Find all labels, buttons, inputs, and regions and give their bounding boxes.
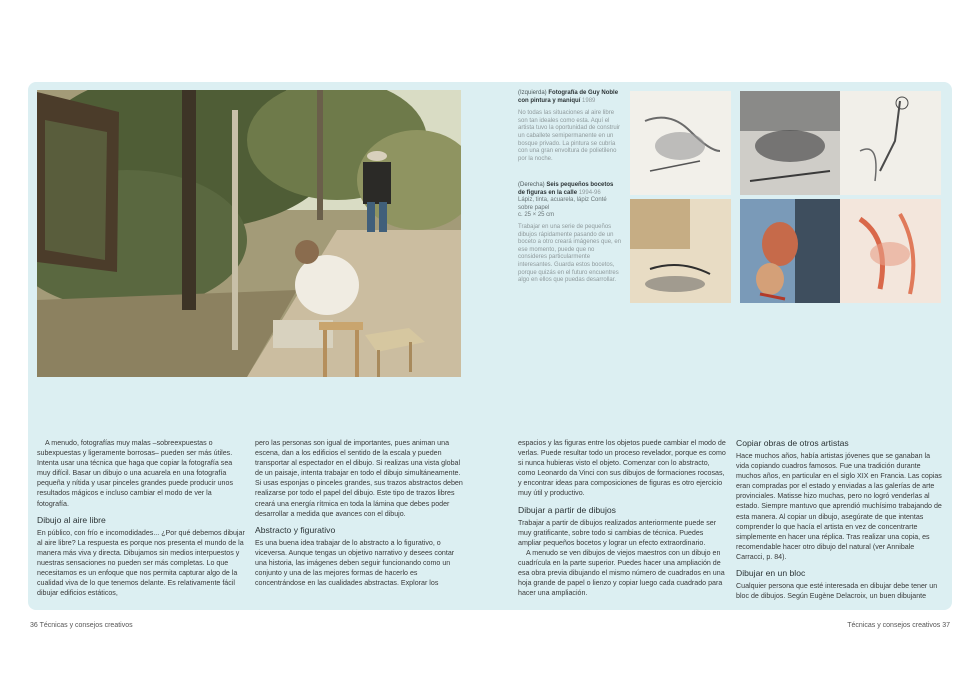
text-column-4	[736, 438, 944, 601]
paragraph: Hace muchos años, había artistas jóvenes que se ganaban la vida copiando cuadros famosos. Fue una tradición durante muchos años, en particular en el siglo XIX en Francia. Las copias eran compradas por el estado y enviadas a las galerías de arte provinciales. Matisse hizo muchas, pero no logró venderlas al estado. Siempre mantuvo que aprendió muchísimo trabajando de esta manera. Al copiar un dibujo, asegúrate de que intentas comprender lo que hacía el artista en vez de concentrarte simplemente en hacer una réplica. Tras realizar una copia, es recomendable hacer otro dibujo del natural (ver Annibale Carracci, p. 84).	[736, 452, 942, 561]
sketch-thumbnail-2	[740, 91, 841, 195]
paragraph: A menudo, fotografías muy malas –sobreexpuestas o subexpuestas y ligeramente borrosas– pueden ser más útiles. Intenta usar una técnica que haga que copiar la fotografía sea muy difícil. Basar un dibujo o una acuarela en una fotografía pequeña y nítida y usar pinceles grandes puede producir unos resultados mágicos e incluso cambiar el modo de ver la fotografía.	[37, 439, 233, 508]
footer-right	[847, 622, 950, 629]
paragraph: En público, con frío e incomodidades... ¿Por qué debemos dibujar al aire libre? La respuesta es porque nos presenta el mundo de la manera más viva y directa. Dibujamos sin medios interpuestos y nuestras sensaciones no pueden ser más completas. Lo que necesitamos es un enfoque que nos permita capturar algo de la cualidad viva de lo que tenemos delante. Es relativamente fácil dibujar edificios estáticos,	[37, 528, 245, 598]
caption-size: c. 25 × 25 cm	[518, 212, 555, 219]
caption-title: Seis pequeños bocetos de figuras en la calle	[518, 182, 614, 196]
section-heading-abstracto-figurativo: Abstracto y figurativo	[255, 524, 336, 535]
caption-medium: Lápiz, tinta, acuarela, lápiz Conté sobre papel	[518, 197, 607, 211]
paragraph: Trabajar a partir de dibujos realizados anteriormente puede ser muy gratificante, sobre todo si cambias de técnica. Puedes ampliar pequeños bocetos y lograr un efecto extraordinario.	[518, 518, 717, 547]
running-title-right: Técnicas y consejos creativos	[847, 622, 941, 629]
caption-left-photo	[518, 90, 622, 163]
sketch-thumbnail-5	[740, 199, 841, 303]
running-title-left: Técnicas y consejos creativos	[39, 622, 133, 629]
caption-prefix: (Izquierda)	[518, 90, 547, 96]
sketch-thumbnail-4	[630, 199, 731, 303]
sketch-thumbnail-6	[840, 199, 941, 303]
paragraph: pero las personas son igual de importantes, pues animan una escena, dan a los edificios el sentido de la escala y pueden transportar al espectador en el dibujo. Si realizas una vista global de un paisaje, intenta trabajar en todo el dibujo simultáneamente. Si usas esponjas o pinceles grandes, sus trazos abstractos deben realizarse por todo el papel del dibujo. Este tipo de trazos libres creará una energía rítmica en toda la lámina que debes poder desarrollar a medida que avances con el dibujo.	[255, 439, 463, 518]
caption-right-sketches	[518, 182, 622, 285]
caption-prefix: (Derecha)	[518, 182, 545, 188]
caption-title: Fotografía de Guy Noble con pintura y maniquí	[518, 90, 619, 104]
text-column-3	[518, 438, 726, 598]
main-photo-artist-painting-outdoors	[37, 90, 461, 377]
paragraph: Es una buena idea trabajar de lo abstracto a lo figurativo, o viceversa. Aunque tengas un objetivo narrativo y desees contar una historia, las imágenes deben seguir funcionando como un conjunto y una de las mejores formas de hacerlo es concentrándose en las cualidades abstractas. Explorar los	[255, 538, 455, 588]
paragraph: A menudo se ven dibujos de viejos maestros con un dibujo en cuadrícula en la parte superior. Puedes hacer una ampliación de esa obra previa dibujando el mismo número de cuadrados en una hoja grande de papel o lienzo y copiar luego cada cuadrado para hacer una ampliación.	[518, 548, 725, 598]
caption-body: No todas las situaciones al aire libre son tan ideales como esta. Aquí el artista tuvo la oportunidad de construir un caballete semipermanente en un bosque privado. La pintura se cubría con una gran envoltura de polietileno por la noche.	[518, 110, 621, 162]
caption-year: 1994-96	[578, 189, 601, 196]
section-heading-dibujar-en-un-bloc: Dibujar en un bloc	[736, 568, 806, 579]
caption-year: 1989	[582, 97, 596, 104]
section-heading-dibujo-aire-libre: Dibujo al aire libre	[37, 514, 106, 525]
caption-body: Trabajar en una serie de pequeños dibujos rápidamente pasando de un boceto a otro creará imágenes que, en ese momento, puede que no consideres particularmente interesantes. Guarda estos bocetos, porque quizás en el futuro encuentres algo en ellos que puedas desarrollar.	[518, 223, 622, 284]
paragraph: espacios y las figuras entre los objetos puede cambiar el modo de verlas. Puede resultar todo un proceso revelador, porque es como si nunca hubieras visto el objeto. Comenzar con lo abstracto, como Leonardo da Vinci con sus dibujos de formaciones rocosas, y encontrar ideas para composiciones de figuras es otro ejercicio muy útil y productivo.	[518, 439, 726, 498]
section-heading-dibujar-a-partir-de-dibujos: Dibujar a partir de dibujos	[518, 504, 616, 515]
footer-left	[30, 622, 133, 629]
page-number-left: 36	[30, 622, 38, 629]
text-column-2	[255, 438, 463, 588]
sketch-thumbnail-3	[840, 91, 941, 195]
text-column-1	[37, 438, 245, 598]
sketch-thumbnail-1	[630, 91, 731, 195]
section-heading-copiar-obras: Copiar obras de otros artistas	[736, 438, 849, 448]
page-number-right: 37	[942, 622, 950, 629]
paragraph: Cualquier persona que esté interesada en dibujar debe tener un bloc de dibujos. Según Eugène Delacroix, un buen dibujante	[736, 582, 938, 601]
